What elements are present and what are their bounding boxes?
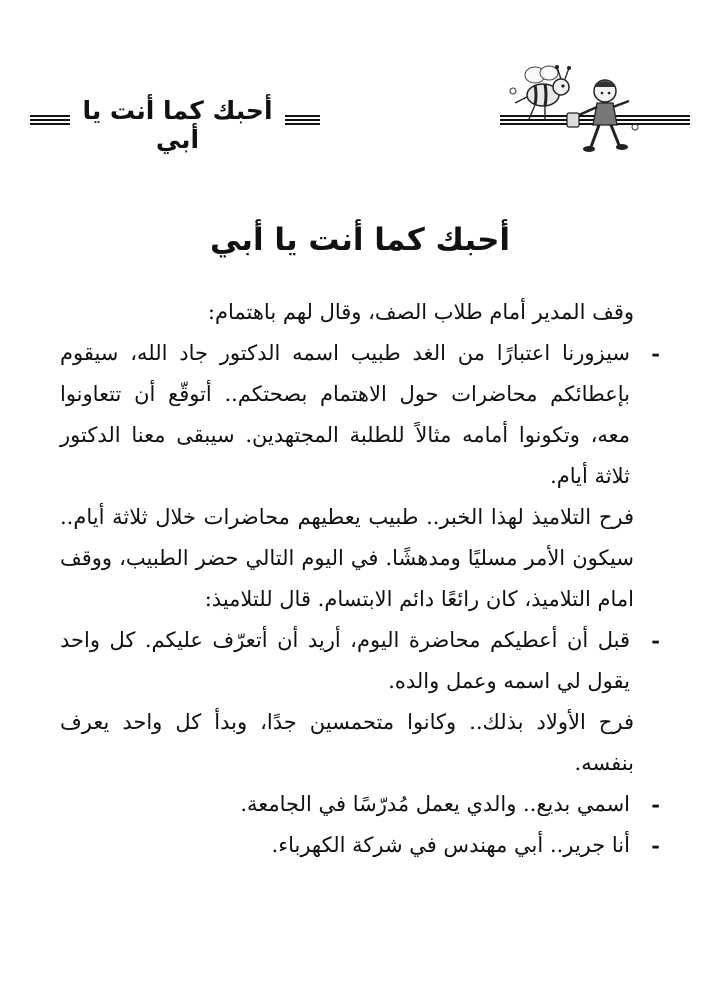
dialogue-dash: - — [651, 628, 660, 653]
bee-icon — [515, 65, 571, 121]
header-rule-middle — [285, 115, 320, 127]
dialogue-line — [60, 784, 660, 825]
dialogue-text: سيزورنا اعتبارًا من الغد طبيب اسمه الدكتور جاد الله، سيقوم بإعطائكم محاضرات حول الاهتمام بصحتكم.. أتوقّع أن تتعاونوا معه، وتكونوا أمامه مثالاً للطلبة المجتهدين. سيبقى معنا الدكتور ثلاثة أيام. — [60, 341, 630, 488]
dialogue-line — [60, 620, 660, 702]
narration-paragraph: فرح التلاميذ لهذا الخبر.. طبيب يعطيهم محاضرات خلال ثلاثة أيام.. سيكون الأمر مسليًا ومدهشًا. في اليوم التالي حضر الطبيب، ووقف امام التلاميذ، كان رائعًا دائم الابتسام. قال للتلاميذ: — [60, 505, 634, 611]
flower-icon — [510, 88, 516, 94]
dialogue-dash: - — [651, 833, 660, 858]
dialogue-text: قبل أن أعطيكم محاضرة اليوم، أريد أن أتعرّف عليكم. كل واحد يقول لي اسمه وعمل والده. — [60, 628, 630, 693]
dialogue-dash: - — [651, 341, 660, 366]
narration-paragraph: فرح الأولاد بذلك.. وكانوا متحمسين جدًا، وبدأ كل واحد يعرف بنفسه. — [60, 710, 634, 775]
dialogue-line — [60, 333, 660, 497]
boy-icon — [579, 80, 629, 152]
header-rule-left — [30, 115, 70, 127]
page-title: أحبك كما أنت يا أبي — [209, 222, 511, 258]
running-header — [30, 62, 690, 162]
jar-icon — [567, 113, 579, 127]
narration-paragraph: وقف المدير أمام طلاب الصف، وقال لهم باهتمام: — [207, 300, 634, 324]
boy-and-bee-illustration — [505, 57, 645, 157]
story-body — [60, 292, 660, 866]
running-title: أحبك كما أنت يا أبي — [82, 96, 273, 154]
dialogue-text: أنا جرير.. أبي مهندس في شركة الكهرباء. — [271, 833, 630, 857]
dialogue-text: اسمي بديع.. والدي يعمل مُدرّسًا في الجامعة. — [240, 792, 630, 816]
dialogue-line — [60, 825, 660, 866]
flower-icon — [632, 124, 638, 130]
dialogue-dash: - — [651, 792, 660, 817]
